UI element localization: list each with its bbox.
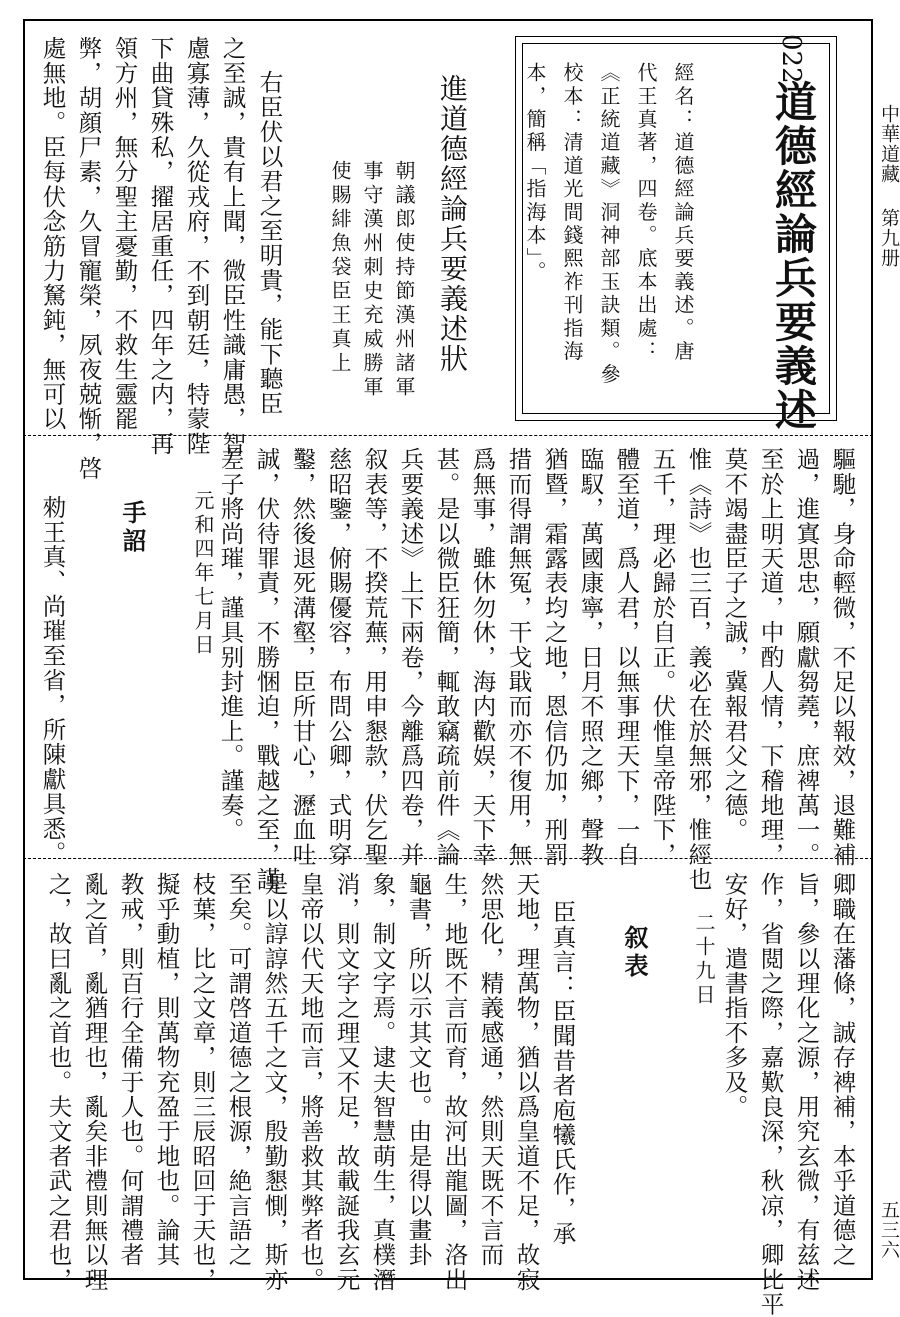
meta-line: 本，簡稱「指海本」。 bbox=[523, 62, 547, 284]
text-column: 猶暨，霜露表均之地，恩信仍加，刑罰 bbox=[540, 447, 569, 867]
text-column: 安好，遣書指不多及。 bbox=[720, 872, 749, 1119]
text-column: 消，則文字之理又不足，故載誕我玄元 bbox=[332, 872, 361, 1292]
text-column: 之，故曰亂之首也。夫文者武之君也， bbox=[44, 872, 73, 1292]
text-column: 過，進寘思忠，願獻芻蕘，庶裨萬一。 bbox=[792, 447, 821, 867]
meta-line: 經名：道德經論兵要義述。唐 bbox=[671, 62, 695, 364]
text-column: 誠，伏待罪責，不勝悃迫，戰越之至，謹 bbox=[252, 447, 281, 892]
text-column: 勑王真、尚璀至省，所陳獻具悉。 bbox=[38, 495, 67, 866]
text-column: 臨馭，萬國康寧，日月不照之鄉，聲教 bbox=[576, 447, 605, 867]
official-line: 事守漢州刺史充威勝軍 bbox=[360, 160, 384, 400]
official-line: 使賜緋魚袋臣王真上 bbox=[328, 160, 352, 376]
text-column: 慈昭鑒，俯賜優容，布問公卿，式明穿 bbox=[324, 447, 353, 867]
text-column: 教戒，則百行全備于人也。何謂禮者 bbox=[116, 872, 145, 1268]
meta-line: 校本：清道光間錢熙祚刊指海 bbox=[560, 62, 584, 364]
scripture-title: 道德經論兵要義述 bbox=[769, 80, 818, 432]
text-column: 生，地既不言而育，故河出龍圖，洛出 bbox=[440, 872, 469, 1292]
edict-date: 二十九日 bbox=[692, 912, 716, 1008]
text-column: 叙表等，不揆荒蕪，用申懇款，伏乞聖 bbox=[360, 447, 389, 867]
memorial-title: 進道德經論兵要義述狀 bbox=[436, 74, 469, 374]
page-number: 五三六 bbox=[878, 1200, 900, 1260]
volume-label: 第九册 bbox=[878, 208, 900, 268]
official-line: 朝議郎使持節漢州諸軍 bbox=[392, 160, 416, 400]
text-column: 臣真言：臣聞昔者庖犧氏作，承 bbox=[548, 900, 577, 1246]
text-column: 下曲貸殊私，擢居重任，四年之内，再 bbox=[146, 36, 175, 456]
text-column: 五千，理必歸於自正。伏惟皇帝陛下， bbox=[648, 447, 677, 867]
text-column: 差子將尚璀，謹具别封進上。謹奏。 bbox=[216, 447, 245, 843]
edict-title: 手詔 bbox=[118, 500, 147, 556]
text-column: 莫不竭盡臣子之誠，冀報君父之德。 bbox=[720, 447, 749, 843]
text-column: 爲無事，雖休勿休，海内歡娱，天下幸 bbox=[468, 447, 497, 867]
text-column: 處無地。臣每伏念筋力駑鈍，無可以 bbox=[38, 36, 67, 432]
memorial-date: 元和四年七月日 bbox=[191, 490, 215, 658]
text-column: 甚。是以微臣狂簡，輒敢竊疏前件《論 bbox=[432, 447, 461, 867]
text-column: 龜書，所以示其文也。由是得以畫卦 bbox=[404, 872, 433, 1268]
text-column: 慮寡薄，久從戎府，不到朝廷，特蒙陛 bbox=[182, 36, 211, 456]
text-column: 天地，理萬物，猶以爲皇道不足，故寂 bbox=[512, 872, 541, 1292]
text-column: 卿職在藩條，誠存裨補，本乎道德之 bbox=[828, 872, 857, 1268]
text-column: 作，省閲之際，嘉歎良深，秋凉，卿比平 bbox=[756, 872, 785, 1317]
text-column: 至矣。可謂啓道德之根源，絶言語之 bbox=[224, 872, 253, 1268]
preface-title: 叙表 bbox=[620, 925, 649, 981]
text-column: 然思化，精義感通，然則天既不言而 bbox=[476, 872, 505, 1268]
text-column: 至於上明天道，中酌人情，下稽地理， bbox=[756, 447, 785, 867]
text-column: 之至誠，貴有上聞，微臣性識庸愚，智 bbox=[218, 36, 247, 456]
text-column: 枝葉，比之文章，則三辰昭回于天也， bbox=[188, 872, 217, 1292]
text-column: 驅馳，身命輕微，不足以報效，退難補 bbox=[828, 447, 857, 867]
text-column: 皇帝以代天地而言，將善救其弊者也。 bbox=[296, 872, 325, 1292]
text-column: 是以諄諄然五千之文，殷勤懇惻，斯亦 bbox=[260, 872, 289, 1292]
text-column: 體至道，爲人君，以無事理天下，一自 bbox=[612, 447, 641, 867]
text-column: 擬乎動植，則萬物充盈于地也。論其 bbox=[152, 872, 181, 1268]
text-column: 旨，參以理化之源，用究玄微，有兹述 bbox=[792, 872, 821, 1292]
text-column: 象，制文字焉。逮夫智慧萌生，真樸潛 bbox=[368, 872, 397, 1292]
text-column: 領方州，無分聖主憂勤，不救生靈罷 bbox=[110, 36, 139, 432]
text-column: 亂之首，亂猶理也，亂矣非禮則無以理 bbox=[80, 872, 109, 1292]
book-title: 中華道藏 bbox=[878, 104, 900, 184]
text-column: 鑿，然後退死溝壑，臣所甘心，瀝血吐 bbox=[288, 447, 317, 867]
text-column: 兵要義述》上下兩卷，今離爲四卷，并 bbox=[396, 447, 425, 867]
text-column: 弊，胡顔尸素，久冒寵榮，夙夜兢惭，啓 bbox=[74, 36, 103, 481]
text-column: 惟《詩》也三百，義必在於無邪，惟經也 bbox=[684, 447, 713, 892]
text-column: 右臣伏以君之至明貴，能下聽臣 bbox=[255, 70, 284, 416]
meta-line: 《正統道藏》洞神部玉訣類。參 bbox=[597, 62, 621, 387]
meta-line: 代王真著，四卷。底本出處： bbox=[634, 62, 658, 364]
scripture-number: 022 bbox=[776, 34, 806, 84]
text-column: 措而得謂無冤，干戈戢而亦不復用，無 bbox=[504, 447, 533, 867]
